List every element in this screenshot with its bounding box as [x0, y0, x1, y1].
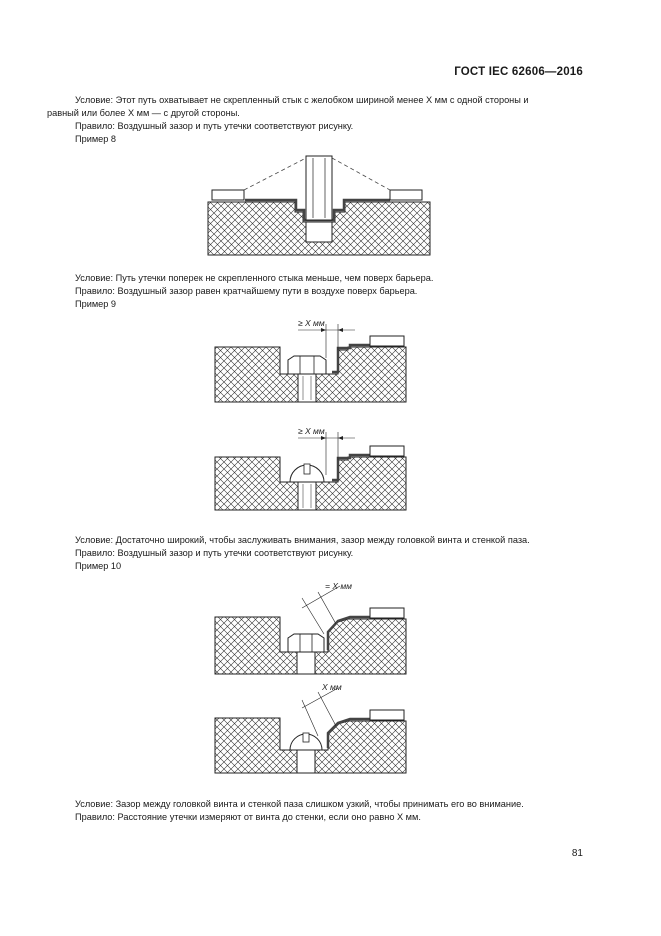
dimension-label: = X мм [325, 581, 353, 591]
figure-example-9-bottom [210, 420, 420, 515]
figure-example-9-top [210, 312, 420, 407]
condition-text: Условие: Зазор между головкой винта и стенкой паза слишком узкий, чтобы принимать его во внимание. [75, 799, 524, 809]
page-number: 81 [571, 848, 583, 859]
example-label: Пример 10 [75, 561, 122, 571]
condition-text: Условие: Путь утечки поперек не скрепленного стыка меньше, чем поверх барьера. [75, 273, 434, 283]
rule-text: Правило: Расстояние утечки измеряют от винта до стенки, если оно равно X мм. [75, 812, 421, 822]
text-block-4 [75, 798, 595, 824]
document-header: ГОСТ IEC 62606—2016 [454, 66, 583, 78]
figure-example-10-bottom [210, 678, 420, 778]
rule-text: Правило: Воздушный зазор и путь утечки соответствуют рисунку. [75, 548, 354, 558]
example-label: Пример 9 [75, 299, 117, 309]
rule-text: Правило: Воздушный зазор равен кратчайшему пути в воздухе поверх барьера. [75, 286, 418, 296]
example-label: Пример 8 [75, 134, 117, 144]
rule-text: Правило: Воздушный зазор и путь утечки соответствуют рисунку. [75, 121, 354, 131]
figure-example-8 [200, 150, 440, 260]
text-block-3 [75, 534, 595, 573]
dimension-label: ≥ X мм [298, 318, 325, 328]
dimension-label: X мм [322, 682, 342, 692]
text-block-1 [47, 94, 595, 146]
figure-example-10-top [210, 574, 420, 679]
condition-continuation: равный или более X мм — с другой стороны. [47, 108, 240, 118]
condition-text: Условие: Достаточно широкий, чтобы заслуживать внимания, зазор между головкой винта и стенкой паза. [75, 535, 530, 545]
condition-text: Условие: Этот путь охватывает не скрепленный стык с желобком шириной менее X мм с одной стороны и [75, 95, 529, 105]
dimension-label: ≥ X мм [298, 426, 325, 436]
text-block-2 [75, 272, 595, 311]
